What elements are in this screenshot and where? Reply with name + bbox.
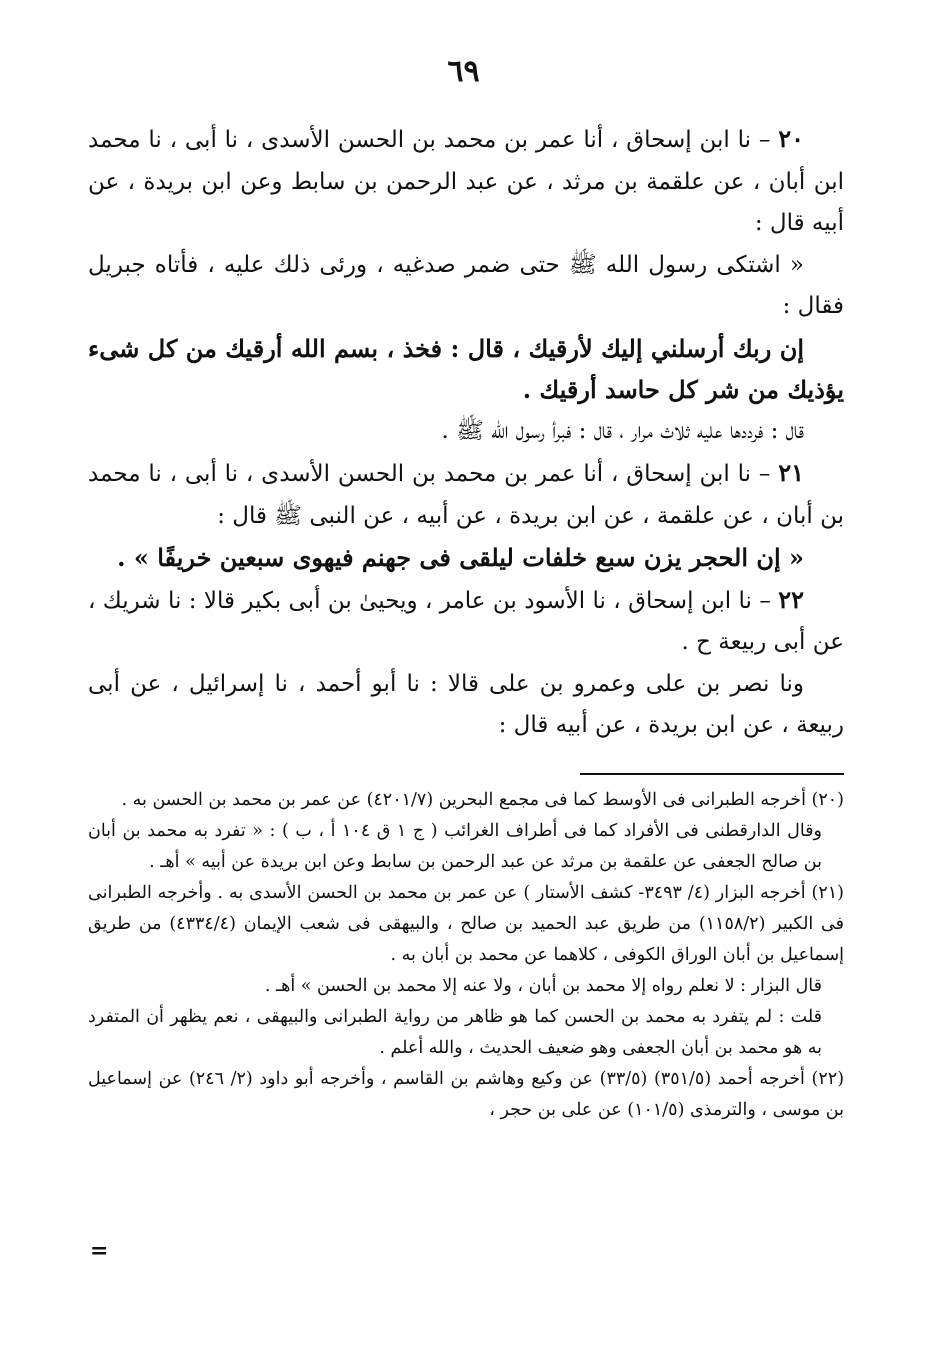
- footnote-22: (٢٢) أخرجه أحمد (٣٥١/٥) (٣٣/٥) عن وكيع وهاشم بن القاسم ، وأخرجه أبو داود (٢/ ٢٤٦) عن إسماعيل بن موسى ، والترمذى (١٠١/٥) عن على بن حجر ،: [88, 1069, 845, 1120]
- hadith-number: ٢٢: [778, 584, 804, 614]
- isnad-text: – نا ابن إسحاق ، أنا عمر بن محمد بن الحسن الأسدى ، نا أبى ، نا محمد بن أبان ، عن علقمة ، عن ابن بريدة ، عن أبيه ، عن النبى ﷺ قال :: [88, 461, 844, 529]
- footnotes: [88, 785, 844, 1126]
- footnote-20-daraqutni: وقال الدارقطنى فى الأفراد كما فى أطراف الغرائب ( ج ١ ق ١٠٤ أ ، ب ) : « تفرد به محمد بن أبان بن صالح الجعفى عن علقمة بن مرثد عن عبد الرحمن بن سابط وعن ابن بريدة عن أبيه » أهـ .: [88, 821, 822, 872]
- hadith-20-ruqya: إن ربك أرسلني إليك لأرقيك ، قال : فخذ ، بسم الله أرقيك من كل شىء يؤذيك من شر كل حاسد أرقيك .: [88, 333, 844, 404]
- page-number: ٦٩: [447, 54, 480, 89]
- hadith-20-text: « اشتكى رسول الله ﷺ حتى ضمر صدغيه ، ورئى ذلك عليه ، فأتاه جبريل فقال :: [88, 251, 844, 319]
- hadith-22-isnad: [88, 579, 844, 664]
- footnote-20: (٢٠) أخرجه الطبرانى فى الأوسط كما فى مجمع البحرين (٤٢٠١/٧) عن عمر بن محمد بن الحسن به .: [121, 790, 844, 810]
- hadith-21-isnad: [88, 452, 844, 537]
- footnote-divider: [580, 773, 844, 775]
- footnote-21-note: قلت : لم يتفرد به محمد بن الحسن كما هو ظاهر من رواية الطبرانى والبيهقى ، نعم يظهر أن المتفرد به هو محمد بن أبان الجعفى وهو ضعيف الحديث ، والله أعلم .: [88, 1007, 822, 1058]
- hadith-number: ٢٠: [778, 124, 804, 153]
- footnote-21-bazzar: قال البزار : لا نعلم رواه إلا محمد بن أبان ، ولا عنه إلا محمد بن الحسن » أهـ .: [264, 976, 822, 996]
- isnad-text: – نا ابن إسحاق ، نا الأسود بن عامر ، ويحيىٰ بن أبى بكير قالا : نا شريك ، عن أبى ربيعة ح .: [88, 587, 844, 655]
- hadith-number: ٢١: [778, 458, 804, 487]
- isnad-text: – نا ابن إسحاق ، أنا عمر بن محمد بن الحسن الأسدى ، نا أبى ، نا محمد ابن أبان ، عن علقمة بن مرثد ، عن عبد الرحمن بن سابط وعن ابن بريدة ، عن أبيه قال :: [88, 127, 844, 236]
- continues-mark: =: [90, 1238, 109, 1264]
- footnote-21: (٢١) أخرجه البزار (٤/ ٣٤٩٣- كشف الأستار ) عن عمر بن محمد بن الحسن الأسدى به . وأخرجه الطبرانى فى الكبير (١١٥٨/٢) من طريق عبد الحميد بن صالح ، والبيهقى فى شعب الإيمان (٤٣٣٤/٤) من طريق إسماعيل بن أبان الوراق الكوفى ، كلاهما عن محمد بن أبان به .: [88, 883, 845, 965]
- hadith-20-end: قال : فرددها عليه ثلاث مرار ، قال : فبرأ رسول الله ﷺ .: [441, 417, 804, 444]
- hadith-20-isnad: [88, 118, 844, 245]
- hadith-22-isnad-2: ونا نصر بن على وعمرو بن على قالا : نا أبو أحمد ، نا إسرائيل ، عن أبى ربيعة ، عن ابن بريدة ، عن أبيه قال :: [88, 670, 844, 738]
- main-text: [88, 118, 844, 747]
- hadith-21-text: « إن الحجر يزن سبع خلفات ليلقى فى جهنم فيهوى سبعين خريفًا » .: [117, 543, 804, 572]
